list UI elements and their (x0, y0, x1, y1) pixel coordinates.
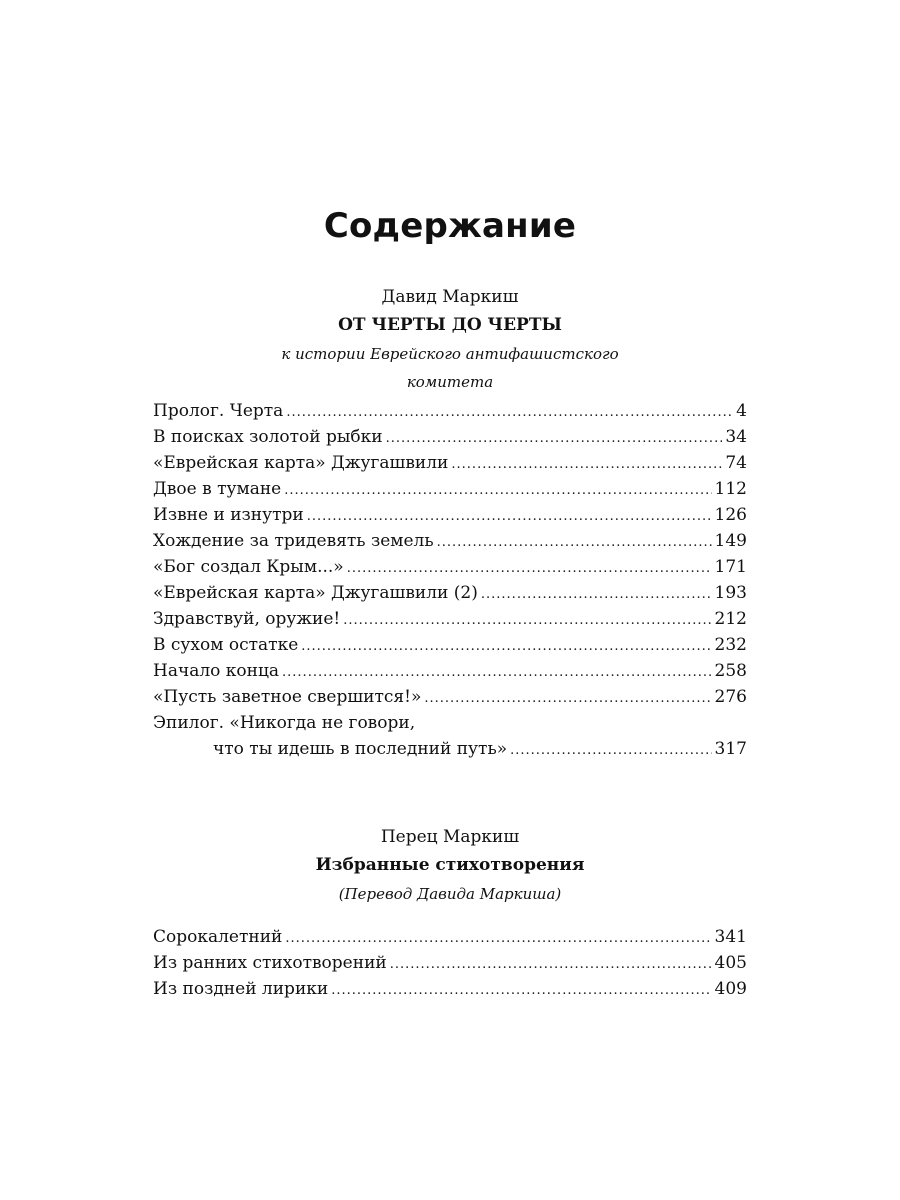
dot-leader (424, 686, 711, 712)
section-subtitle (260, 340, 640, 396)
toc-entry-page: 74 (725, 453, 747, 473)
dot-leader (481, 582, 712, 608)
dot-leader (301, 634, 711, 660)
toc-entry[interactable] (153, 424, 747, 450)
toc-entry[interactable] (153, 476, 747, 502)
toc-entry[interactable] (153, 398, 747, 424)
toc-entry[interactable] (153, 658, 747, 684)
dot-leader (284, 478, 711, 504)
toc-entry[interactable] (153, 528, 747, 554)
dot-leader (307, 504, 712, 530)
toc-entry[interactable] (153, 580, 747, 606)
section-author: Перец Маркиш (380, 827, 520, 847)
dot-leader (343, 608, 711, 634)
toc-entry-page: 258 (714, 661, 747, 681)
toc-entry[interactable] (153, 632, 747, 658)
dot-leader (437, 530, 712, 556)
toc-entry-page: 4 (736, 401, 747, 421)
toc-entry-label: В сухом остатке (153, 635, 299, 655)
dot-leader (510, 738, 711, 764)
toc-entry-label: «Еврейская карта» Джугашвили (2) (153, 583, 478, 603)
toc-entry[interactable] (153, 950, 747, 976)
toc-entry-label: Здравствуй, оружие! (153, 609, 341, 629)
toc-entry-label: Из ранних стихотворений (153, 953, 387, 973)
dot-leader (285, 926, 711, 952)
toc-entry[interactable] (153, 502, 747, 528)
dot-leader (282, 660, 712, 686)
section-title: Избранные стихотворения (315, 855, 585, 875)
toc-entry[interactable] (153, 924, 747, 950)
toc-section-1 (153, 284, 747, 762)
toc-entry-page: 126 (714, 505, 747, 525)
toc-entry-page: 405 (714, 953, 747, 973)
toc-entry-page: 149 (714, 531, 747, 551)
toc-entry-label: что ты идешь в последний путь» (213, 739, 508, 759)
toc-entry-label: Двое в тумане (153, 479, 282, 499)
section-author: Давид Маркиш (381, 287, 519, 307)
toc-entry-page: 232 (714, 635, 747, 655)
dot-leader (390, 952, 712, 978)
toc-entry-label: «Бог создал Крым...» (153, 557, 344, 577)
toc-entry-page: 212 (714, 609, 747, 629)
toc-entry-page: 34 (725, 427, 747, 447)
toc-entry-label: Из поздней лирики (153, 979, 329, 999)
toc-entry-label: «Пусть заветное свершится!» (153, 687, 422, 707)
toc-entry[interactable] (153, 976, 747, 1002)
toc-list (153, 924, 747, 1002)
toc-entry-page: 276 (714, 687, 747, 707)
toc-entry-page: 112 (714, 479, 747, 499)
dot-leader (286, 400, 733, 426)
toc-section-2 (153, 824, 747, 1002)
toc-entry[interactable] (153, 684, 747, 710)
toc-entry-label: Начало конца (153, 661, 280, 681)
page-title: Содержание (323, 206, 577, 246)
toc-entry-epilogue[interactable] (153, 736, 747, 762)
toc-entry[interactable] (153, 606, 747, 632)
toc-entry-label: В поисках золотой рыбки (153, 427, 383, 447)
toc-entry-label: «Еврейская карта» Джугашвили (153, 453, 449, 473)
toc-entry-label: Извне и изнутри (153, 505, 304, 525)
subtitle-line-1: к истории Еврейского антифашистского (281, 345, 619, 363)
toc-entry-label: Хождение за тридевять земель (153, 531, 434, 551)
section-title: ОТ ЧЕРТЫ ДО ЧЕРТЫ (338, 315, 562, 335)
dot-leader (347, 556, 712, 582)
subtitle-line-2: комитета (406, 373, 494, 391)
section-subtitle: (Перевод Давида Маркиша) (338, 885, 562, 903)
toc-entry-label: Пролог. Черта (153, 401, 284, 421)
toc-entry-page: 193 (714, 583, 747, 603)
toc-entry-label: Сорокалетний (153, 927, 283, 947)
toc-entry-page: 171 (714, 557, 747, 577)
toc-entry-page: 341 (714, 927, 747, 947)
dot-leader (451, 452, 722, 478)
dot-leader (386, 426, 723, 452)
toc-entry-page: 317 (714, 739, 747, 759)
dot-leader (331, 978, 711, 1004)
toc-epilogue-line-1[interactable]: Эпилог. «Никогда не говори, (153, 713, 416, 733)
toc-list (153, 398, 747, 762)
toc-entry[interactable] (153, 554, 747, 580)
toc-entry-page: 409 (714, 979, 747, 999)
toc-entry[interactable] (153, 450, 747, 476)
